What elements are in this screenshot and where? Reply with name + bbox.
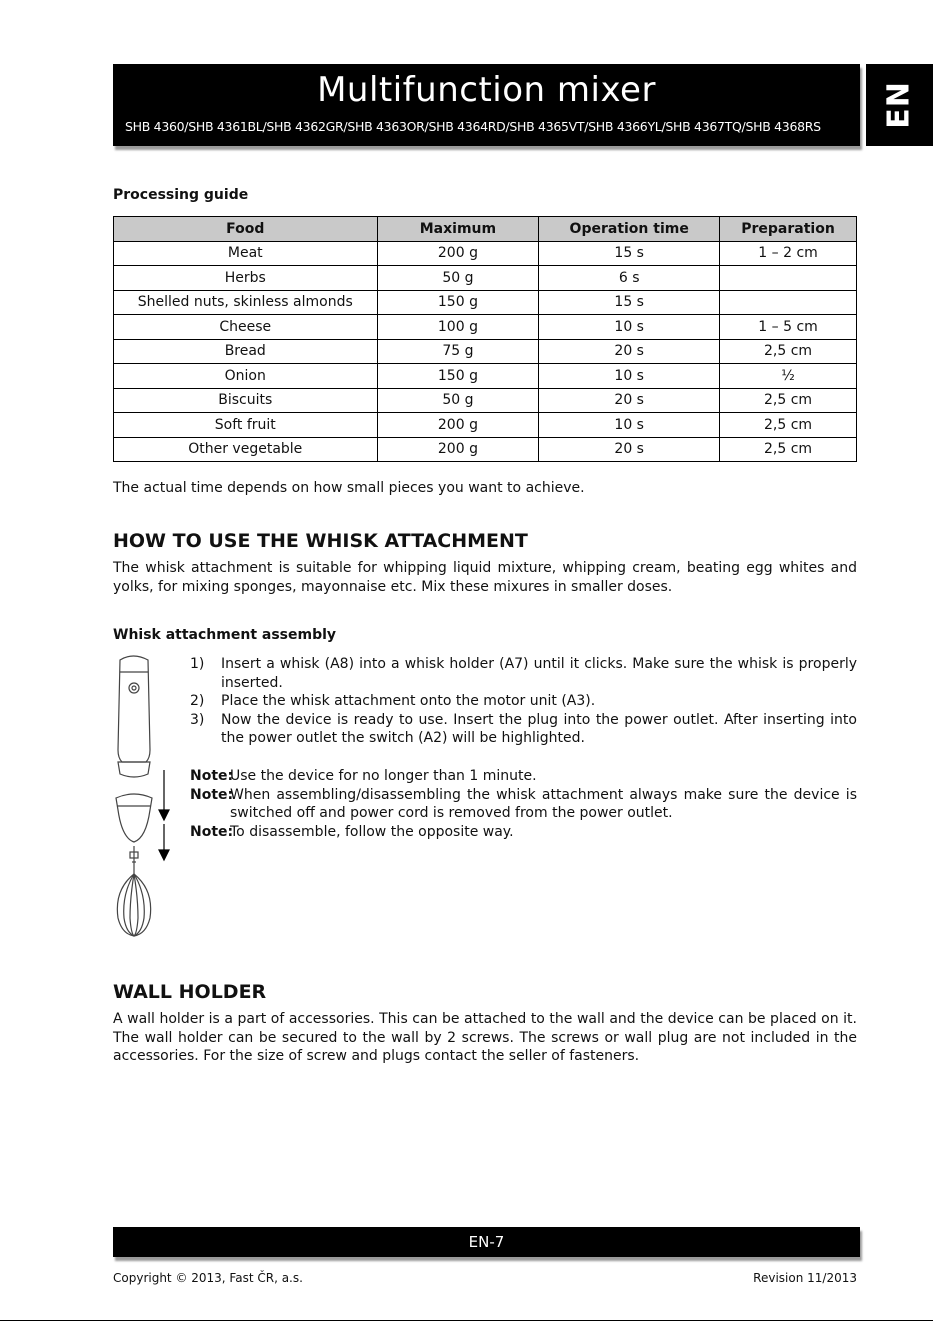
note-label: Note: [190,786,234,803]
whisk-section-heading: HOW TO USE THE WHISK ATTACHMENT [113,530,528,552]
cell-maximum: 50 g [377,388,539,413]
table-row [114,315,857,340]
note-item [190,823,857,842]
list-item [190,655,857,692]
table-row [114,437,857,462]
note-text: Use the device for no longer than 1 minute. [230,768,537,784]
document-header [113,64,860,146]
column-header: Maximum [377,217,539,242]
cell-food: Other vegetable [114,437,378,462]
note-label: Note: [190,823,234,840]
page-bottom-rule [0,1320,933,1321]
table-row [114,413,857,438]
copyright-text: Copyright © 2013, Fast ČR, a.s. [113,1271,303,1285]
wall-holder-text: A wall holder is a part of accessories. This can be attached to the wall and the device can be placed on it. The wall holder can be secured to the wall by 2 screws. The screws or wall plug are not included in the accessories. For the size of screw and plugs contact the seller of fasteners. [113,1011,857,1064]
cell-maximum: 200 g [377,413,539,438]
cell-preparation [720,266,857,291]
note-item [190,786,857,823]
cell-maximum: 50 g [377,266,539,291]
whisk-assembly-heading: Whisk attachment assembly [113,627,337,643]
column-header: Food [114,217,378,242]
whisk-assembly-illustration [108,650,178,940]
note-text: When assembling/disassembling the whisk attachment always make sure the device is switched off and power cord is removed from the power outlet. [230,786,857,821]
list-item [190,711,857,748]
cell-maximum: 150 g [377,290,539,315]
note-label: Note: [190,768,234,784]
cell-preparation [720,290,857,315]
cell-preparation: 1 – 2 cm [720,241,857,266]
cell-maximum: 75 g [377,339,539,364]
cell-time: 15 s [539,290,720,315]
language-code: EN [881,81,917,129]
note-text: To disassemble, follow the opposite way. [230,823,514,840]
language-tab [866,64,933,146]
cell-maximum: 200 g [377,241,539,266]
assembly-notes [190,767,857,841]
table-row [114,388,857,413]
processing-guide-table [113,216,857,462]
column-header: Preparation [720,217,857,242]
step-text: Insert a whisk (A8) into a whisk holder (A7) until it clicks. Make sure the whisk is properly inserted. [221,656,857,691]
cell-food: Onion [114,364,378,389]
cell-time: 10 s [539,364,720,389]
step-number: 2) [190,693,205,709]
whisk-intro: The whisk attachment is suitable for whipping liquid mixture, whipping cream, beating egg whites and yolks, for mixing sponges, mayonnaise etc. Mix these mixures in smaller doses. [113,560,857,595]
step-number: 1) [190,656,205,672]
table-row [114,364,857,389]
table-row [114,339,857,364]
page-number-bar [113,1227,860,1257]
cell-time: 20 s [539,339,720,364]
cell-preparation: 1 – 5 cm [720,315,857,340]
table-header-row [114,217,857,242]
cell-food: Shelled nuts, skinless almonds [114,290,378,315]
processing-guide-heading: Processing guide [113,187,249,203]
table-footnote: The actual time depends on how small pieces you want to achieve. [113,480,585,496]
cell-maximum: 150 g [377,364,539,389]
cell-food: Meat [114,241,378,266]
cell-food: Biscuits [114,388,378,413]
cell-time: 15 s [539,241,720,266]
list-item [190,692,857,711]
cell-time: 20 s [539,437,720,462]
document-title: Multifunction mixer [317,70,656,110]
cell-preparation: ½ [720,364,857,389]
cell-preparation: 2,5 cm [720,437,857,462]
column-header: Operation time [539,217,720,242]
revision-text: Revision 11/2013 [753,1271,857,1285]
cell-preparation: 2,5 cm [720,339,857,364]
cell-time: 6 s [539,266,720,291]
cell-preparation: 2,5 cm [720,388,857,413]
cell-food: Bread [114,339,378,364]
table-row [114,290,857,315]
cell-time: 20 s [539,388,720,413]
cell-maximum: 200 g [377,437,539,462]
step-text: Now the device is ready to use. Insert the plug into the power outlet. After inserting into the power outlet the switch (A2) will be highlighted. [221,711,857,746]
cell-preparation: 2,5 cm [720,413,857,438]
assembly-steps [190,655,857,748]
cell-maximum: 100 g [377,315,539,340]
cell-time: 10 s [539,413,720,438]
cell-food: Cheese [114,315,378,340]
step-number: 3) [190,711,205,728]
model-numbers: SHB 4360/SHB 4361BL/SHB 4362GR/SHB 4363OR/SHB 4364RD/SHB 4365VT/SHB 4366YL/SHB 4367TQ/SHB 4368RS [125,119,821,134]
page-number: EN-7 [468,1233,505,1251]
wall-holder-heading: WALL HOLDER [113,981,267,1003]
step-text: Place the whisk attachment onto the motor unit (A3). [221,693,596,709]
cell-food: Soft fruit [114,413,378,438]
table-row [114,266,857,291]
cell-food: Herbs [114,266,378,291]
cell-time: 10 s [539,315,720,340]
note-item [190,767,857,786]
table-row [114,241,857,266]
